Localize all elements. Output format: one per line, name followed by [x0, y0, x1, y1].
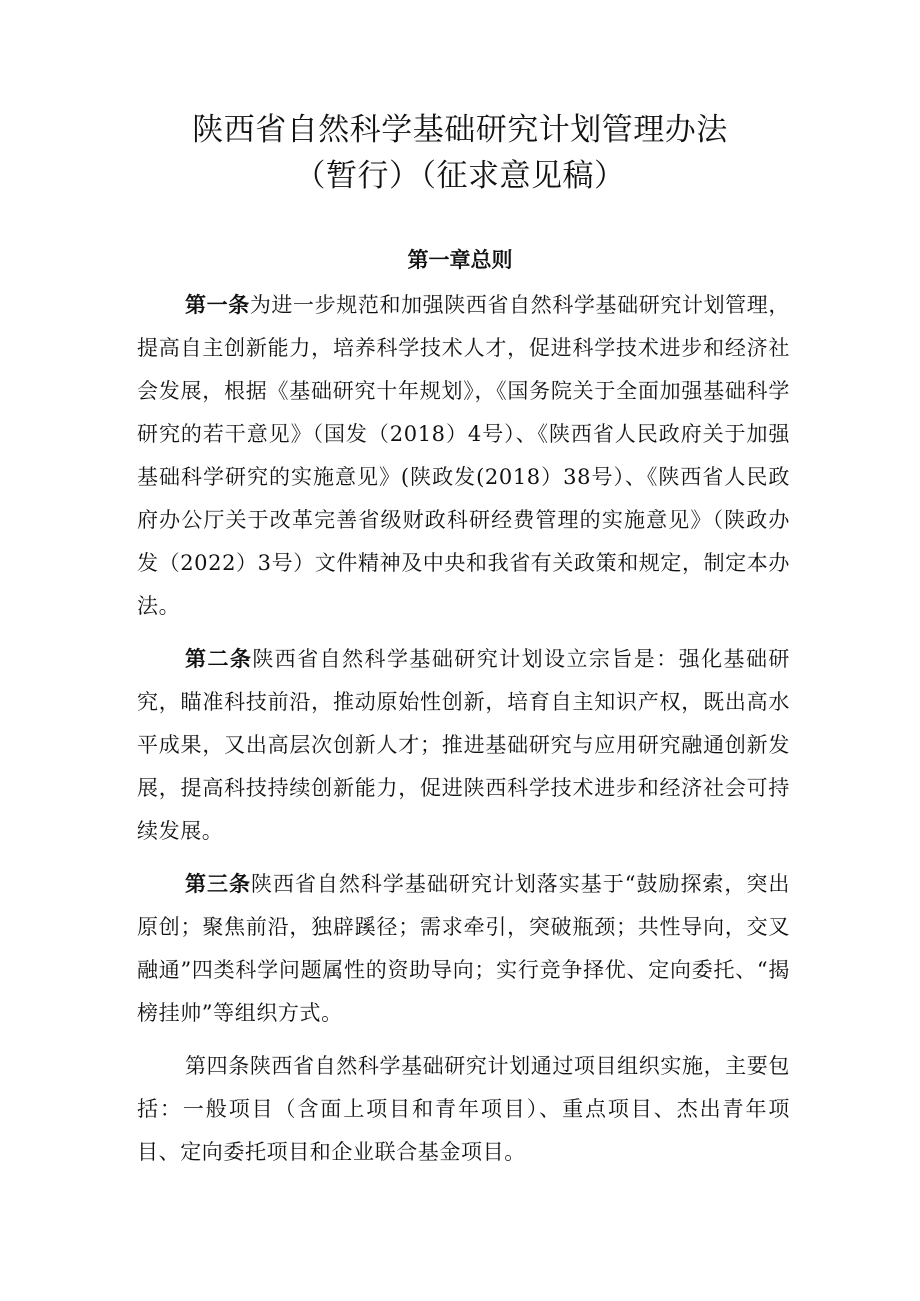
article-label: 第一条 — [185, 293, 250, 317]
article-3 — [137, 863, 790, 1035]
article-text: 陕西省自然科学基础研究计划落实基于“鼓励探索，突出原创；聚焦前沿，独辟蹊径；需求牵引，突破瓶颈；共性导向，交叉融通”四类科学问题属性的资助导向；实行竞争择优、定向委托、“揭榜挂帅”等组织方式。 — [137, 872, 790, 1025]
article-label: 第四条 — [185, 1054, 250, 1078]
article-text: 为进一步规范和加强陕西省自然科学基础研究计划管理，提高自主创新能力，培养科学技术人才，促进科学技术进步和经济社会发展，根据《基础研究十年规划》，《国务院关于全面加强基础科学研究的若干意见》（国发（2018）4号）、《陕西省人民政府关于加强基础科学研究的实施意见》(陕政发(2018）38号）、《陕西省人民政府办公厅关于改革完善省级财政科研经费管理的实施意见》（陕政办发（2022）3号）文件精神及中央和我省有关政策和规定，制定本办法。 — [137, 293, 791, 618]
article-text: 陕西省自然科学基础研究计划通过项目组织实施，主要包括：一般项目（含面上项目和青年项目）、重点项目、杰出青年项目、定向委托项目和企业联合基金项目。 — [137, 1054, 790, 1164]
title-line-2: （暂行）（征求意见稿） — [294, 158, 626, 194]
title-line-1: 陕西省自然科学基础研究计划管理办法 — [192, 112, 728, 148]
article-4 — [137, 1045, 790, 1174]
document-body — [137, 284, 790, 1184]
article-label: 第二条 — [185, 647, 253, 671]
article-text: 陕西省自然科学基础研究计划设立宗旨是：强化基础研究，瞄准科技前沿，推动原始性创新，培育自主知识产权，既出高水平成果，又出高层次创新人才；推进基础研究与应用研究融通创新发展，提高科技持续创新能力，促进陕西科学技术进步和经济社会可持续发展。 — [137, 647, 790, 843]
article-1 — [137, 284, 790, 628]
document-title — [0, 107, 920, 199]
article-label: 第三条 — [185, 872, 251, 896]
article-2 — [137, 638, 790, 853]
chapter-heading: 第一章总则 — [407, 248, 513, 272]
